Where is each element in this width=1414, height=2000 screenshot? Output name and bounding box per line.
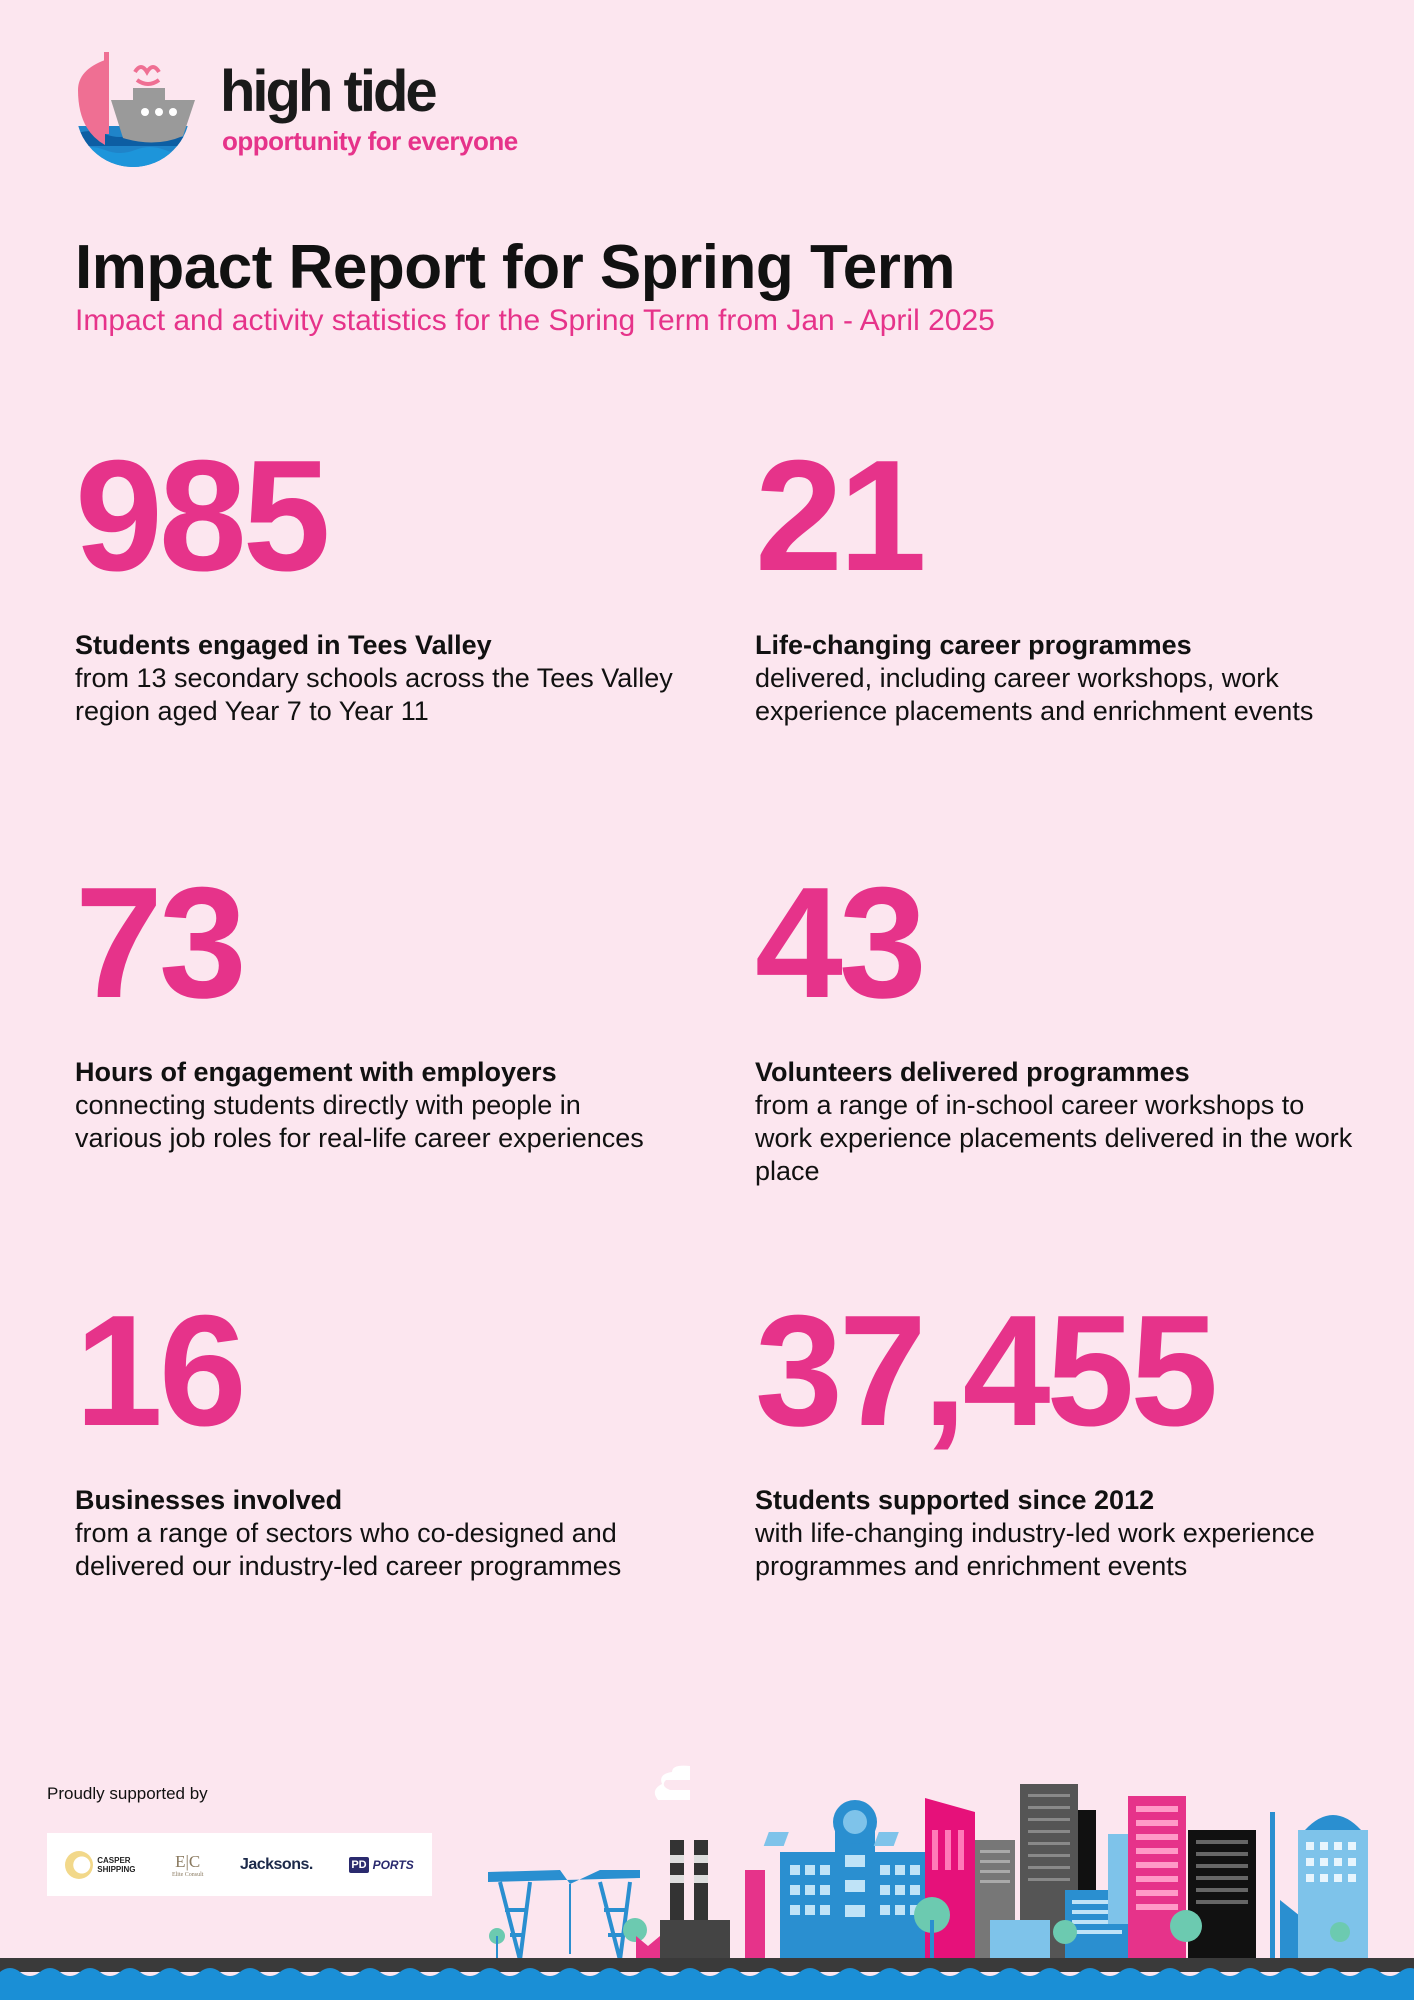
tree <box>1053 1920 1077 1944</box>
stat-value: 37,455 <box>755 1283 1215 1459</box>
stat-engagement-hours <box>75 855 675 1155</box>
antenna <box>1270 1812 1275 1960</box>
stat-heading: Life-changing career programmes <box>755 630 1192 660</box>
stat-heading: Volunteers delivered programmes <box>755 1057 1190 1087</box>
brand-name: high tide <box>220 59 435 124</box>
casper-line1: CASPER <box>97 1855 131 1865</box>
stat-career-programmes <box>755 428 1355 728</box>
tree <box>1330 1922 1350 1942</box>
brand-logo <box>75 50 555 170</box>
casper-line2: SHIPPING <box>97 1864 136 1874</box>
stat-description: from 13 secondary schools across the Tees Valley region aged Year 7 to Year 11 <box>75 663 673 726</box>
stat-description: delivered, including career workshops, work experience placements and enrichment events <box>755 663 1314 726</box>
stat-value: 43 <box>755 855 923 1031</box>
jacksons-name: Jacksons. <box>239 1855 313 1873</box>
stat-description: connecting students directly with people in various job roles for real-life career experiences <box>75 1090 644 1153</box>
teesside-skyline-illustration <box>0 1760 1414 2000</box>
stat-heading: Students engaged in Tees Valley <box>75 630 492 660</box>
tree <box>1170 1910 1202 1942</box>
stat-description: from a range of in-school career workshops to work experience placements delivered in the work place <box>755 1090 1353 1186</box>
stat-value: 21 <box>755 428 923 604</box>
stat-businesses <box>75 1283 675 1583</box>
stat-value: 985 <box>75 428 327 604</box>
page-title: Impact Report for Spring Term <box>75 233 955 302</box>
blue-domed-building <box>764 1800 930 1960</box>
brand-tagline: opportunity for everyone <box>222 126 518 156</box>
stat-heading: Students supported since 2012 <box>755 1485 1155 1515</box>
blue-factory <box>1280 1815 1368 1960</box>
page-subtitle: Impact and activity statistics for the Spring Term from Jan - April 2025 <box>75 304 995 337</box>
elite-name: Elite Consult <box>171 1871 204 1878</box>
stat-description: from a range of sectors who co-designed and delivered our industry-led career programmes <box>75 1518 622 1581</box>
stat-students-since-2012 <box>755 1283 1355 1583</box>
river-water <box>0 1968 1414 2000</box>
stat-volunteers <box>755 855 1355 1188</box>
stat-heading: Hours of engagement with employers <box>75 1057 557 1087</box>
supported-by-label: Proudly supported by <box>47 1784 208 1803</box>
black-building <box>1188 1830 1256 1960</box>
stat-heading: Businesses involved <box>75 1485 343 1515</box>
factory-chimneys <box>636 1766 730 1960</box>
high-tide-boat-icon <box>75 50 195 168</box>
elite-mark: E|C <box>175 1851 201 1871</box>
tree <box>623 1918 647 1942</box>
stat-description: with life-changing industry-led work experience programmes and enrichment events <box>755 1518 1315 1581</box>
stat-students-engaged <box>75 428 675 728</box>
stat-value: 16 <box>75 1283 243 1459</box>
pd-ports-name: PORTS <box>372 1857 414 1872</box>
transporter-bridge <box>488 1870 640 1960</box>
low-blue-building <box>990 1920 1050 1960</box>
pink-tower <box>745 1870 765 1960</box>
pd-badge: PD <box>351 1858 367 1871</box>
stat-value: 73 <box>75 855 243 1031</box>
